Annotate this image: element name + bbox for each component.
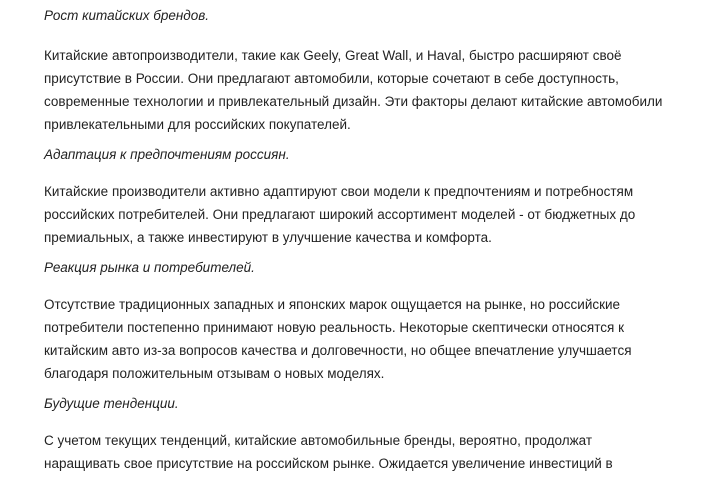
section-heading: Реакция рынка и потребителей. — [44, 260, 255, 275]
section-paragraph — [44, 429, 613, 475]
paragraph-line: Китайские производители активно адаптируют свои модели к предпочтениям и потребностям — [44, 184, 634, 199]
paragraph-line: наращивать свое присутствие на российском рынке. Ожидается увеличение инвестиций в — [44, 456, 613, 471]
paragraph-line: благодаря положительным отзывам о новых моделях. — [44, 366, 385, 381]
section-heading: Адаптация к предпочтениям россиян. — [44, 147, 290, 162]
paragraph-line: С учетом текущих тенденций, китайские автомобильные бренды, вероятно, продолжат — [44, 433, 593, 448]
paragraph-line: присутствие в России. Они предлагают автомобили, которые сочетают в себе доступность, — [44, 71, 619, 86]
section-paragraph — [44, 180, 635, 249]
section-paragraph — [44, 293, 632, 385]
paragraph-line: российских потребителей. Они предлагают широкий ассортимент моделей - от бюджетных до — [44, 207, 636, 222]
section-heading: Будущие тенденции. — [44, 396, 179, 411]
paragraph-line: потребители постепенно принимают новую реальность. Некоторые скептически относятся к — [44, 320, 624, 335]
paragraph-line: современные технологии и привлекательный дизайн. Эти факторы делают китайские автомобили — [44, 94, 663, 109]
paragraph-line: Отсутствие традиционных западных и японских марок ощущается на рынке, но российские — [44, 297, 621, 312]
paragraph-line: привлекательными для российских покупателей. — [44, 117, 351, 132]
paragraph-line: китайским авто из-за вопросов качества и долговечности, но общее впечатление улучшается — [44, 343, 632, 358]
section-paragraph — [44, 44, 662, 136]
section-heading: Рост китайских брендов. — [44, 8, 210, 23]
paragraph-line: Китайские автопроизводители, такие как Geely, Great Wall, и Haval, быстро расширяют своё — [44, 48, 622, 63]
paragraph-line: премиальных, а также инвестируют в улучшение качества и комфорта. — [44, 230, 492, 245]
